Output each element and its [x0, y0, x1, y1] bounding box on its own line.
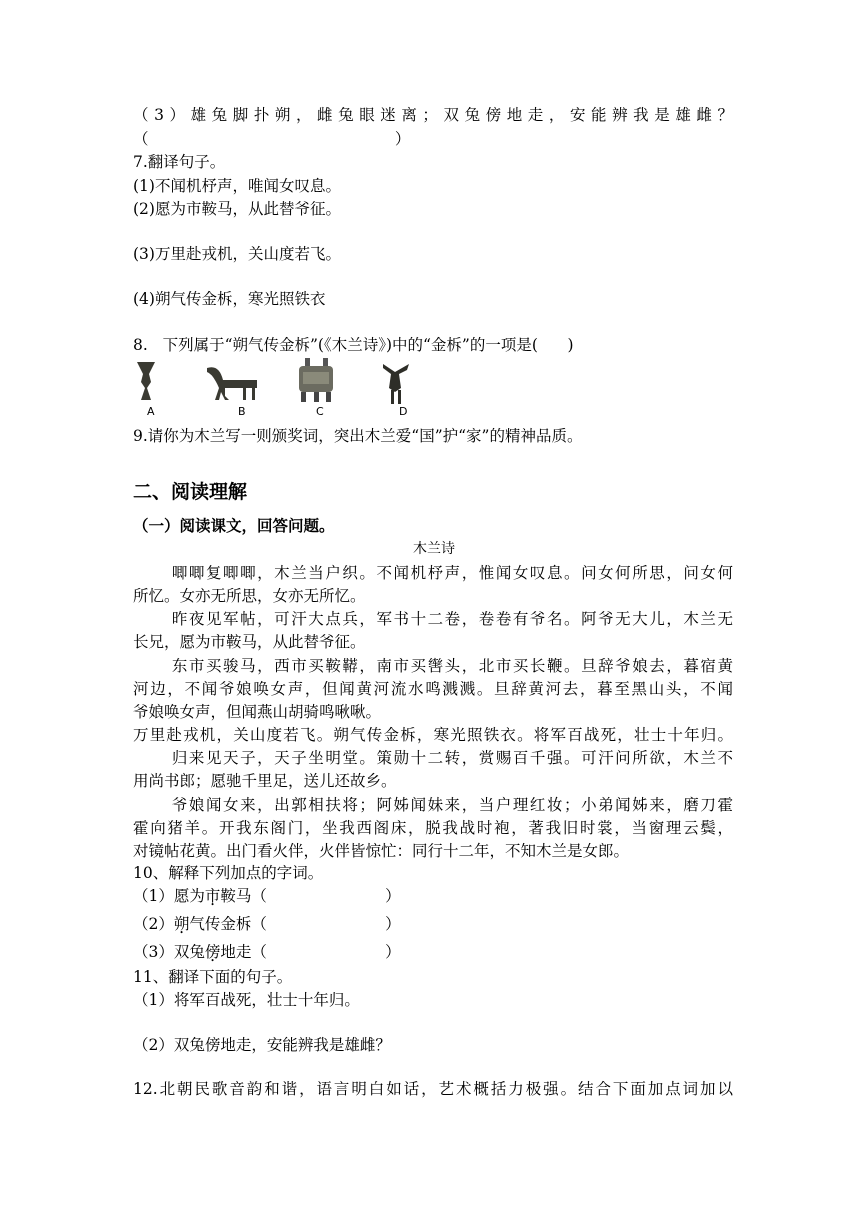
section-heading: 二、阅读理解: [133, 481, 248, 503]
q6-3-answer-blank: （ ）: [133, 130, 411, 148]
q7-item-4: (4)朔气传金柝，寒光照铁衣: [133, 290, 326, 308]
q10-item-3: （3）双兔傍地走（ ）: [133, 943, 401, 961]
poem-line: 所忆。女亦无所思，女亦无所忆。: [133, 587, 366, 605]
q8-option-c: C: [316, 405, 324, 418]
section-subheading: （一）阅读课文，回答问题。: [133, 516, 335, 535]
q12-question: 12.北朝民歌音韵和谐，语言明白如话，艺术概括力极强。结合下面加点词加以: [133, 1080, 733, 1098]
vessel-lamp-icon: [207, 367, 257, 400]
q8-option-d: D: [399, 405, 408, 418]
q11-item-2: （2）双兔傍地走，安能辨我是雄雌？: [133, 1036, 391, 1054]
q10-title: 10、解释下列加点的字词。: [133, 864, 324, 882]
vessel-zun-icon: [137, 362, 155, 400]
poem-line: 长兄，愿为市鞍马，从此替爷征。: [133, 633, 366, 651]
poem-line: 归来见天子，天子坐明堂。策勋十二转，赏赐百千强。可汗问所欲，木兰不: [133, 749, 733, 767]
vessel-jue-icon: [383, 364, 409, 404]
q6-3-line1: （3）雄兔脚扑朔，雌兔眼迷离；双兔傍地走，安能辨我是雄雌？: [133, 106, 733, 124]
q8-vessel-images: [133, 358, 433, 420]
q8-option-a: A: [147, 405, 155, 418]
poem-line: 爷娘唤女声，但闻燕山胡骑鸣啾啾。: [133, 703, 382, 721]
q7-item-1: (1)不闻机杼声，唯闻女叹息。: [133, 177, 341, 195]
poem-line: 爷娘闻女来，出郭相扶将；阿姊闻妹来，当户理红妆；小弟闻姊来，磨刀霍: [133, 796, 733, 814]
emphasis-dot-char: 朔: [173, 915, 190, 933]
bronze-vessels-illustration: [133, 358, 433, 406]
poem-line: 万里赴戎机，关山度若飞。朔气传金柝，寒光照铁衣。将军百战死，壮士十年归。: [133, 726, 733, 744]
q11-item-1: （1）将军百战死，壮士十年归。: [133, 991, 360, 1009]
poem-line: 河边，不闻爷娘唤女声，但闻黄河流水鸣溅溅。旦辞黄河去，暮至黑山头，不闻: [133, 680, 733, 698]
emphasis-dot-char: 市: [204, 887, 221, 905]
q7-title: 7.翻译句子。: [133, 153, 226, 171]
q7-item-2: (2)愿为市鞍马，从此替爷征。: [133, 200, 341, 218]
q10-item-2: （2）朔气传金柝（ ）: [133, 915, 401, 933]
q8-option-b: B: [238, 405, 246, 418]
q8-question: 8. 下列属于“朔气传金柝”(《木兰诗》)中的“金柝”的一项是( ): [133, 336, 574, 354]
q7-item-3: (3)万里赴戎机，关山度若飞。: [133, 245, 341, 263]
poem-line: 东市买骏马，西市买鞍鞯，南市买辔头，北市买长鞭。旦辞爷娘去，暮宿黄: [133, 657, 733, 675]
poem-line: 霍向猪羊。开我东阁门，坐我西阁床，脱我战时袍，著我旧时裳，当窗理云鬓，: [133, 819, 733, 837]
vessel-ding-icon: [299, 358, 333, 402]
q11-title: 11、翻译下面的句子。: [133, 968, 293, 986]
q10-item-1: （1）愿为市鞍马（ ）: [133, 887, 401, 905]
emphasis-dot-char: 傍: [204, 943, 221, 961]
poem-line: 昨夜见军帖，可汗大点兵，军书十二卷，卷卷有爷名。阿爷无大儿，木兰无: [133, 610, 733, 628]
q9-question: 9.请你为木兰写一则颁奖词，突出木兰爱“国”护“家”的精神品质。: [133, 427, 583, 445]
poem-line: 用尚书郎；愿驰千里足，送儿还故乡。: [133, 772, 397, 790]
poem-line: 唧唧复唧唧，木兰当户织。不闻机杼声，惟闻女叹息。问女何所思，问女何: [133, 564, 733, 582]
poem-title: 木兰诗: [413, 541, 455, 557]
poem-line: 对镜帖花黄。出门看火伴，火伴皆惊忙：同行十二年，不知木兰是女郎。: [133, 842, 630, 860]
